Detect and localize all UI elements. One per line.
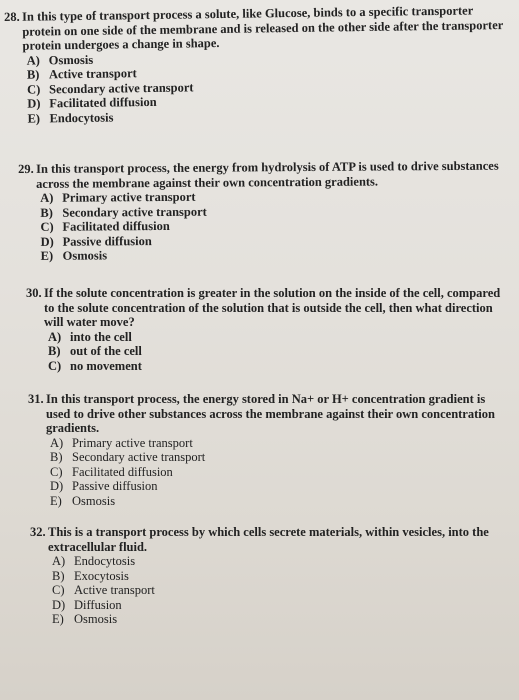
option-a (52, 554, 496, 569)
question-number: 32. (30, 525, 46, 539)
option-text: Osmosis (74, 612, 118, 627)
option-b (52, 569, 496, 584)
option-letter: D) (27, 96, 41, 111)
option-letter: B) (40, 205, 53, 220)
question-number: 31. (28, 392, 44, 406)
option-d (50, 479, 496, 494)
option-letter: E) (40, 249, 54, 264)
option-letter: D) (40, 234, 54, 249)
option-letter: B) (26, 67, 40, 82)
question-stem (26, 286, 504, 330)
question-text: In this transport process, the energy from hydrolysis of ATP is used to drive substances across the membrane against their own concentration gradients. (35, 158, 499, 191)
option-letter: B) (48, 344, 61, 359)
option-letter: C) (40, 219, 54, 235)
question-stem (4, 3, 510, 54)
option-text: Active transport (74, 583, 155, 598)
answer-options (52, 554, 496, 627)
option-e (50, 494, 496, 509)
option-text: Exocytosis (74, 568, 129, 583)
option-text: Primary active transport (72, 435, 193, 450)
option-letter: A) (48, 329, 62, 344)
question-stem (30, 525, 496, 554)
option-letter: D) (52, 597, 66, 612)
option-text: Active transport (48, 66, 137, 82)
option-text: Osmosis (62, 248, 108, 264)
question-28 (4, 3, 511, 127)
option-letter: C) (48, 358, 62, 373)
option-c (50, 465, 496, 480)
option-letter: C) (27, 82, 41, 97)
option-text: out of the cell (70, 344, 142, 359)
option-letter: C) (52, 583, 65, 598)
question-text: In this type of transport process a solute, like Glucose, binds to a specific transporter protein on one side of the membrane and is released on the other side after the transporter protein undergoes a change in shape. (21, 3, 504, 53)
option-text: Passive diffusion (62, 233, 152, 249)
option-letter: E) (50, 493, 62, 508)
answer-options (40, 188, 508, 264)
question-text: In this transport process, the energy stored in Na+ or H+ concentration gradient is used to drive other substances across the membrane against their own concentration gradients. (46, 392, 495, 435)
question-number: 29. (18, 161, 34, 176)
option-letter: D) (50, 479, 64, 494)
option-text: Osmosis (72, 493, 116, 508)
option-text: Secondary active transport (62, 204, 207, 220)
option-letter: E) (27, 111, 41, 126)
question-number: 30. (26, 286, 42, 300)
question-stem (18, 159, 508, 191)
answer-options (27, 46, 511, 126)
option-text: no movement (70, 358, 142, 373)
answer-options (50, 436, 496, 509)
question-number: 28. (4, 9, 20, 24)
option-text: Passive diffusion (72, 479, 158, 494)
option-text: into the cell (70, 329, 132, 344)
option-text: Secondary active transport (72, 450, 206, 465)
option-letter: B) (50, 450, 63, 465)
option-text: Facilitated diffusion (49, 95, 157, 111)
option-a (48, 330, 504, 345)
option-text: Secondary active transport (49, 80, 194, 97)
option-text: Endocytosis (49, 110, 114, 126)
answer-options (48, 330, 504, 374)
question-29 (18, 159, 509, 264)
option-text: Endocytosis (74, 554, 136, 568)
option-letter: A) (50, 435, 64, 450)
option-letter: A) (52, 554, 66, 568)
option-b (50, 450, 496, 465)
question-30 (26, 286, 504, 373)
option-text: Diffusion (74, 597, 122, 612)
question-32 (30, 525, 496, 627)
option-d (52, 598, 496, 613)
option-letter: B) (52, 568, 65, 583)
option-text: Facilitated diffusion (62, 219, 170, 234)
question-31 (28, 392, 496, 508)
option-letter: A) (26, 53, 41, 68)
question-text: If the solute concentration is greater in the solution on the inside of the cell, compared to the solute concentration of the solution that is outside the cell, then what direction will water move? (44, 286, 501, 329)
option-a (50, 436, 496, 451)
option-text: Primary active transport (62, 189, 196, 205)
option-text: Osmosis (48, 52, 94, 67)
option-text: Facilitated diffusion (72, 464, 173, 479)
option-letter: A) (40, 190, 54, 205)
option-c (52, 583, 496, 598)
option-letter: E) (52, 612, 64, 627)
option-letter: C) (50, 464, 63, 479)
question-stem (28, 392, 496, 436)
option-c (48, 359, 504, 374)
question-text: This is a transport process by which cells secrete materials, within vesicles, into the extracellular fluid. (48, 525, 489, 554)
option-b (48, 344, 504, 359)
option-e (52, 612, 496, 627)
